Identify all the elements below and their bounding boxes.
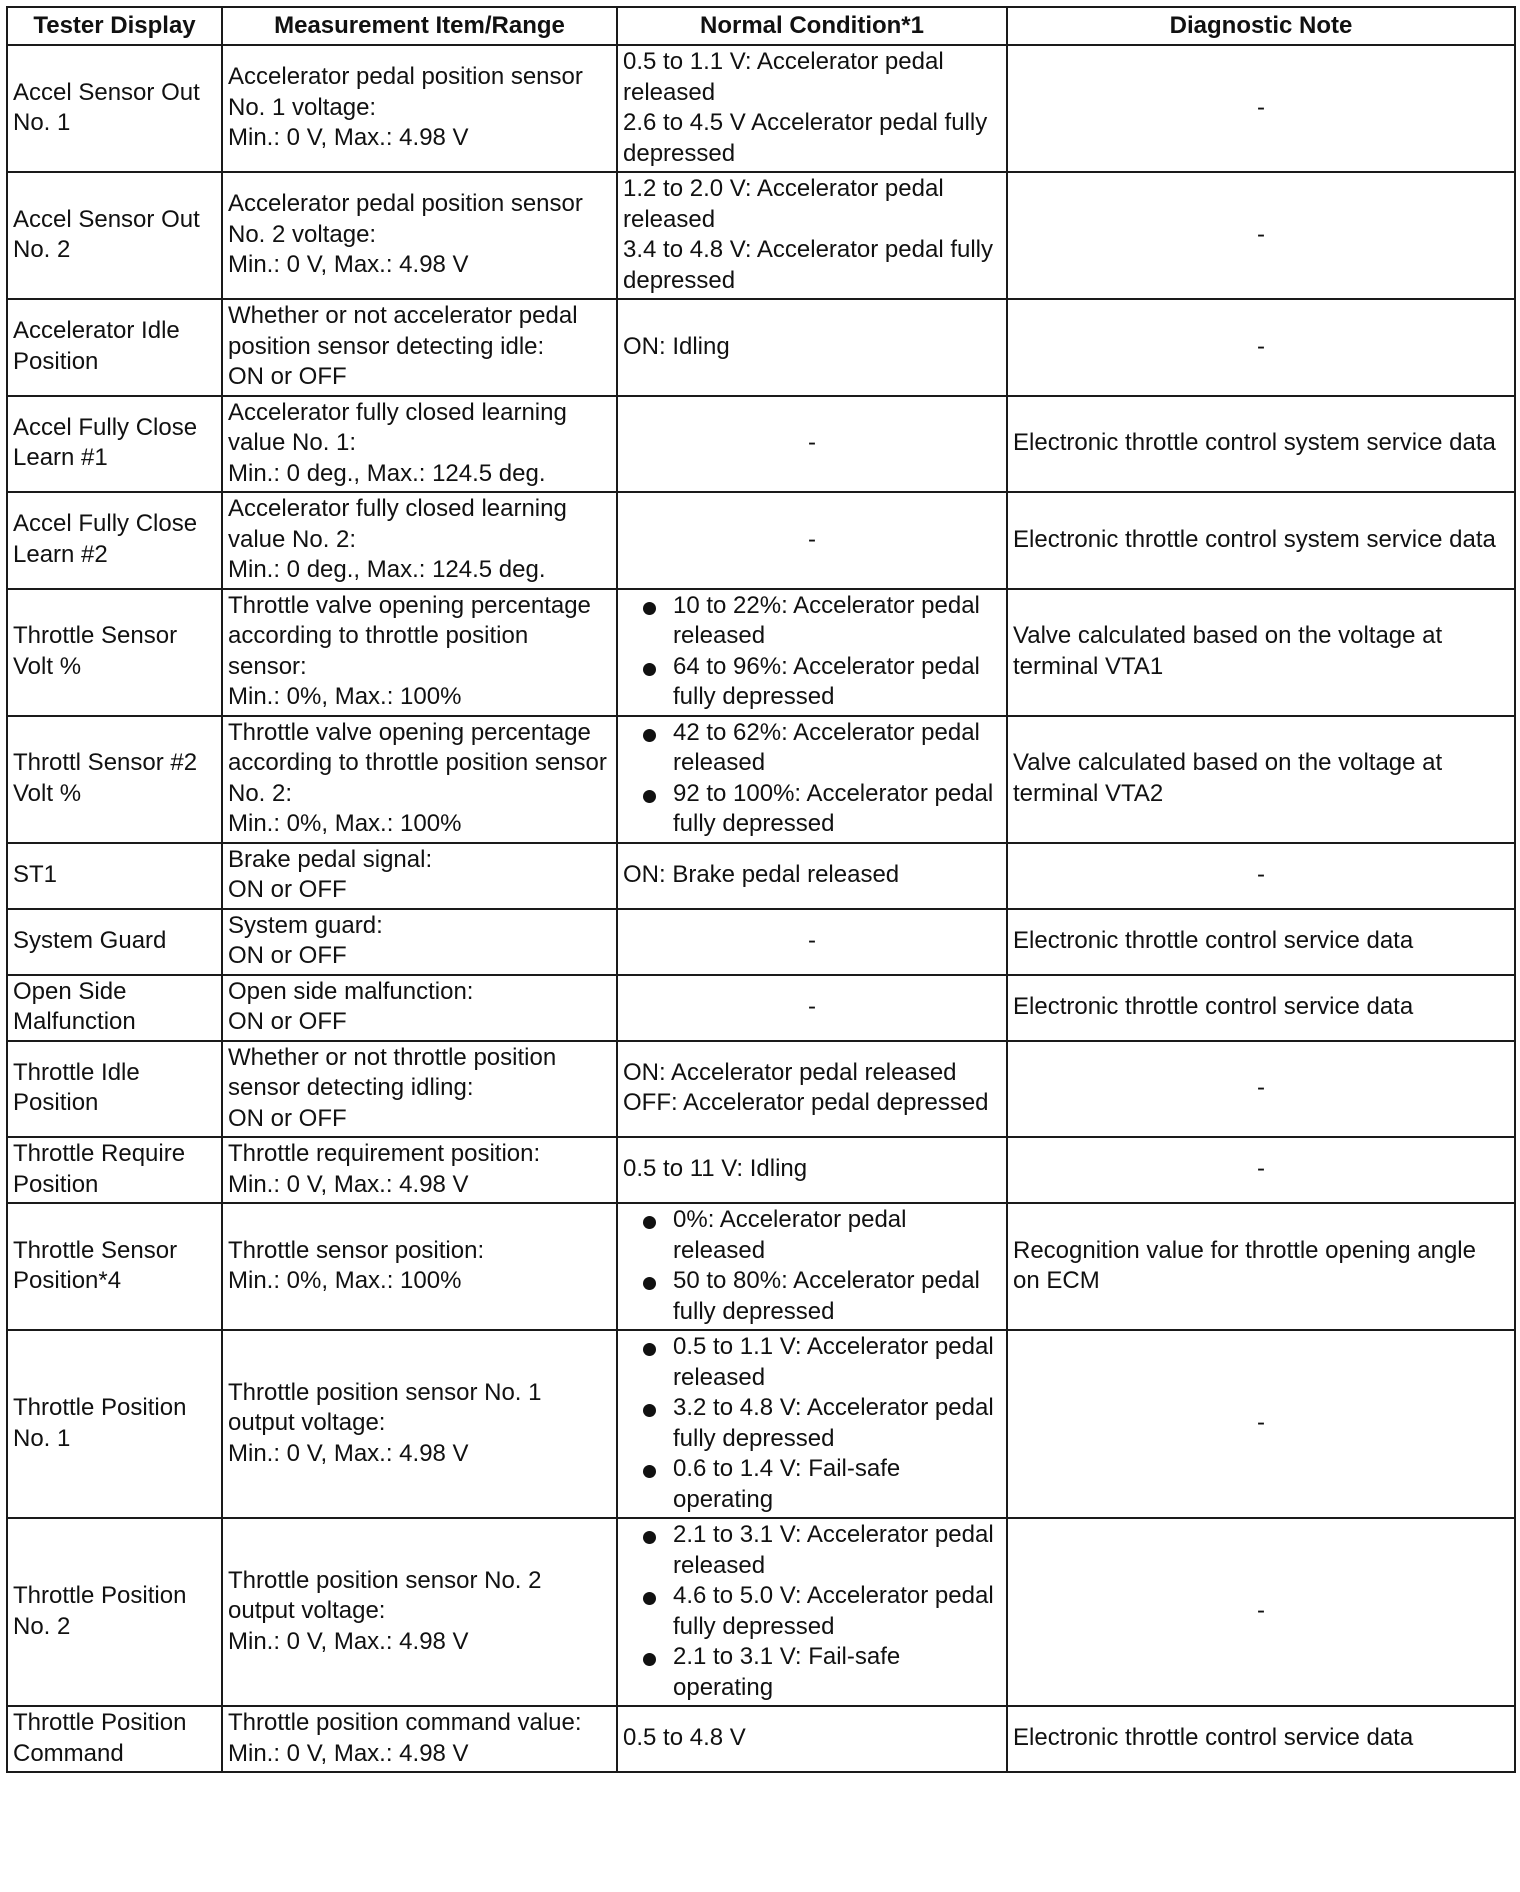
normal-condition-cell [617, 1706, 1007, 1772]
measurement-line: Accelerator pedal position sensor No. 1 voltage: [228, 63, 583, 121]
tester-display-cell: Throttle Idle Position [7, 1041, 222, 1138]
measurement-line: ON or OFF [228, 1008, 347, 1035]
table-row [7, 492, 1515, 589]
measurement-line: Throttle position sensor No. 2 output voltage: [228, 1566, 542, 1625]
diagnostic-note-cell: - [1007, 843, 1515, 909]
table-body [7, 45, 1515, 1772]
table-row [7, 299, 1515, 396]
condition-bullet-list [623, 591, 1001, 713]
condition-bullet-item: 10 to 22%: Accelerator pedal released [623, 591, 1001, 652]
measurement-line: ON or OFF [228, 363, 347, 390]
measurement-line: System guard: [228, 911, 383, 939]
condition-bullet-item: 0%: Accelerator pedal released [623, 1205, 1001, 1266]
measurement-cell [222, 1041, 617, 1138]
measurement-line: Throttle valve opening percentage according to throttle position sensor No. 2: [228, 718, 607, 807]
condition-line: 1.2 to 2.0 V: Accelerator pedal released [623, 175, 944, 233]
measurement-line: Accelerator fully closed learning value No. 1: [228, 398, 567, 456]
condition-bullet-item: 3.2 to 4.8 V: Accelerator pedal fully depressed [623, 1393, 1001, 1454]
table-row [7, 1203, 1515, 1330]
diagnostic-note-cell: Electronic throttle control service data [1007, 975, 1515, 1041]
measurement-cell [222, 843, 617, 909]
normal-condition-cell [617, 45, 1007, 172]
normal-condition-cell [617, 172, 1007, 299]
tester-display-cell: Accel Fully Close Learn #2 [7, 492, 222, 589]
condition-line: ON: Brake pedal released [623, 860, 900, 888]
condition-line: - [808, 992, 816, 1020]
measurement-line: Throttle position sensor No. 1 output voltage: [228, 1378, 542, 1437]
condition-bullet-item: 2.1 to 3.1 V: Accelerator pedal released [623, 1520, 1001, 1581]
measurement-line: Min.: 0 deg., Max.: 124.5 deg. [228, 556, 546, 583]
measurement-line: Min.: 0%, Max.: 100% [228, 683, 462, 710]
normal-condition-cell [617, 589, 1007, 716]
measurement-line: ON or OFF [228, 876, 347, 903]
header-tester-display: Tester Display [7, 7, 222, 45]
condition-bullet-list [623, 1520, 1001, 1703]
normal-condition-cell [617, 492, 1007, 589]
measurement-line: Min.: 0 V, Max.: 4.98 V [228, 1170, 469, 1198]
measurement-line: Min.: 0%, Max.: 100% [228, 810, 462, 837]
measurement-cell [222, 45, 617, 172]
diagnostic-note-cell: - [1007, 45, 1515, 172]
tester-display-cell: System Guard [7, 909, 222, 975]
condition-line: 0.5 to 4.8 V [623, 1724, 746, 1752]
diagnostic-note-cell: Electronic throttle control system service data [1007, 396, 1515, 493]
measurement-cell [222, 396, 617, 493]
tester-display-cell: Throttle Position Command [7, 1706, 222, 1772]
measurement-cell [222, 1203, 617, 1330]
measurement-cell [222, 1706, 617, 1772]
table-row [7, 1518, 1515, 1706]
header-diagnostic-note: Diagnostic Note [1007, 7, 1515, 45]
table-row [7, 1330, 1515, 1518]
diagnostic-note-cell: Valve calculated based on the voltage at terminal VTA1 [1007, 589, 1515, 716]
condition-bullet-item: 50 to 80%: Accelerator pedal fully depressed [623, 1266, 1001, 1327]
tester-display-cell: Throttle Sensor Position*4 [7, 1203, 222, 1330]
condition-bullet-list [623, 718, 1001, 840]
measurement-line: Brake pedal signal: [228, 845, 433, 873]
condition-bullet-item: 64 to 96%: Accelerator pedal fully depressed [623, 652, 1001, 713]
data-list-table [6, 6, 1516, 1773]
tester-display-cell: Throttle Require Position [7, 1137, 222, 1203]
condition-bullet-item: 92 to 100%: Accelerator pedal fully depressed [623, 779, 1001, 840]
condition-bullet-list [623, 1332, 1001, 1515]
table-row [7, 909, 1515, 975]
tester-display-cell: Accelerator Idle Position [7, 299, 222, 396]
table-row [7, 975, 1515, 1041]
measurement-line: Whether or not accelerator pedal position sensor detecting idle: [228, 302, 578, 360]
measurement-line: Accelerator pedal position sensor No. 2 voltage: [228, 190, 583, 248]
condition-bullet-item: 2.1 to 3.1 V: Fail-safe operating [623, 1642, 1001, 1703]
measurement-cell [222, 589, 617, 716]
diagnostic-note-cell: - [1007, 1041, 1515, 1138]
measurement-cell [222, 1137, 617, 1203]
measurement-cell [222, 299, 617, 396]
normal-condition-cell [617, 975, 1007, 1041]
diagnostic-note-cell: - [1007, 1330, 1515, 1518]
measurement-cell [222, 975, 617, 1041]
measurement-line: Throttle position command value: [228, 1709, 582, 1736]
tester-display-cell: Open Side Malfunction [7, 975, 222, 1041]
table-row [7, 45, 1515, 172]
measurement-cell [222, 1330, 617, 1518]
condition-line: ON: Idling [623, 332, 730, 360]
normal-condition-cell [617, 1041, 1007, 1138]
measurement-line: Throttle valve opening percentage according to throttle position sensor: [228, 591, 591, 680]
condition-line: 2.6 to 4.5 V Accelerator pedal fully depressed [623, 109, 988, 167]
measurement-line: Min.: 0 deg., Max.: 124.5 deg. [228, 459, 546, 487]
condition-bullet-item: 4.6 to 5.0 V: Accelerator pedal fully depressed [623, 1581, 1001, 1642]
tester-display-cell: Throttle Position No. 2 [7, 1518, 222, 1706]
normal-condition-cell [617, 1137, 1007, 1203]
measurement-line: Min.: 0 V, Max.: 4.98 V [228, 124, 469, 152]
tester-display-cell: Accel Sensor Out No. 1 [7, 45, 222, 172]
table-row [7, 843, 1515, 909]
measurement-line: Whether or not throttle position sensor detecting idling: [228, 1043, 557, 1101]
measurement-cell [222, 172, 617, 299]
measurement-line: Open side malfunction: [228, 977, 474, 1005]
measurement-line: Min.: 0 V, Max.: 4.98 V [228, 251, 469, 279]
measurement-line: Min.: 0%, Max.: 100% [228, 1267, 462, 1294]
condition-line: 0.5 to 1.1 V: Accelerator pedal released [623, 48, 944, 106]
diagnostic-note-cell: - [1007, 1137, 1515, 1203]
diagnostic-note-cell: Electronic throttle control system service data [1007, 492, 1515, 589]
condition-bullet-item: 0.6 to 1.4 V: Fail-safe operating [623, 1454, 1001, 1515]
table-row [7, 1041, 1515, 1138]
normal-condition-cell [617, 843, 1007, 909]
condition-line: - [808, 429, 816, 456]
normal-condition-cell [617, 396, 1007, 493]
measurement-line: ON or OFF [228, 942, 347, 969]
measurement-line: Throttle requirement position: [228, 1140, 541, 1167]
condition-line: - [808, 525, 816, 553]
normal-condition-cell [617, 1203, 1007, 1330]
tester-display-cell: Throttl Sensor #2 Volt % [7, 716, 222, 843]
tester-display-cell: Throttle Sensor Volt % [7, 589, 222, 716]
measurement-line: Min.: 0 V, Max.: 4.98 V [228, 1627, 469, 1655]
diagnostic-note-cell: Valve calculated based on the voltage at terminal VTA2 [1007, 716, 1515, 843]
table-row [7, 716, 1515, 843]
normal-condition-cell [617, 909, 1007, 975]
measurement-line: Min.: 0 V, Max.: 4.98 V [228, 1739, 469, 1767]
condition-line: 3.4 to 4.8 V: Accelerator pedal fully depressed [623, 236, 993, 294]
normal-condition-cell [617, 1518, 1007, 1706]
condition-line: OFF: Accelerator pedal depressed [623, 1089, 989, 1117]
header-normal-condition: Normal Condition*1 [617, 7, 1007, 45]
measurement-cell [222, 909, 617, 975]
measurement-line: ON or OFF [228, 1104, 347, 1132]
diagnostic-note-cell: - [1007, 299, 1515, 396]
diagnostic-note-cell: - [1007, 172, 1515, 299]
tester-display-cell: Accel Sensor Out No. 2 [7, 172, 222, 299]
header-measurement-item: Measurement Item/Range [222, 7, 617, 45]
table-row [7, 172, 1515, 299]
condition-bullet-list [623, 1205, 1001, 1327]
measurement-line: Throttle sensor position: [228, 1236, 485, 1264]
measurement-cell [222, 716, 617, 843]
tester-display-cell: Throttle Position No. 1 [7, 1330, 222, 1518]
condition-bullet-item: 42 to 62%: Accelerator pedal released [623, 718, 1001, 779]
condition-bullet-item: 0.5 to 1.1 V: Accelerator pedal released [623, 1332, 1001, 1393]
measurement-line: Min.: 0 V, Max.: 4.98 V [228, 1439, 469, 1467]
measurement-line: Accelerator fully closed learning value No. 2: [228, 495, 567, 553]
normal-condition-cell [617, 1330, 1007, 1518]
table-row [7, 589, 1515, 716]
measurement-cell [222, 1518, 617, 1706]
normal-condition-cell [617, 299, 1007, 396]
tester-display-cell: ST1 [7, 843, 222, 909]
header-row [7, 7, 1515, 45]
condition-line: 0.5 to 11 V: Idling [623, 1155, 808, 1183]
diagnostic-note-cell: Electronic throttle control service data [1007, 909, 1515, 975]
tester-display-cell: Accel Fully Close Learn #1 [7, 396, 222, 493]
table-row [7, 396, 1515, 493]
diagnostic-note-cell: Electronic throttle control service data [1007, 1706, 1515, 1772]
measurement-cell [222, 492, 617, 589]
condition-line: - [808, 926, 816, 954]
table-row [7, 1137, 1515, 1203]
table-row [7, 1706, 1515, 1772]
diagnostic-note-cell: Recognition value for throttle opening angle on ECM [1007, 1203, 1515, 1330]
condition-line: ON: Accelerator pedal released [623, 1058, 957, 1086]
diagnostic-note-cell: - [1007, 1518, 1515, 1706]
normal-condition-cell [617, 716, 1007, 843]
